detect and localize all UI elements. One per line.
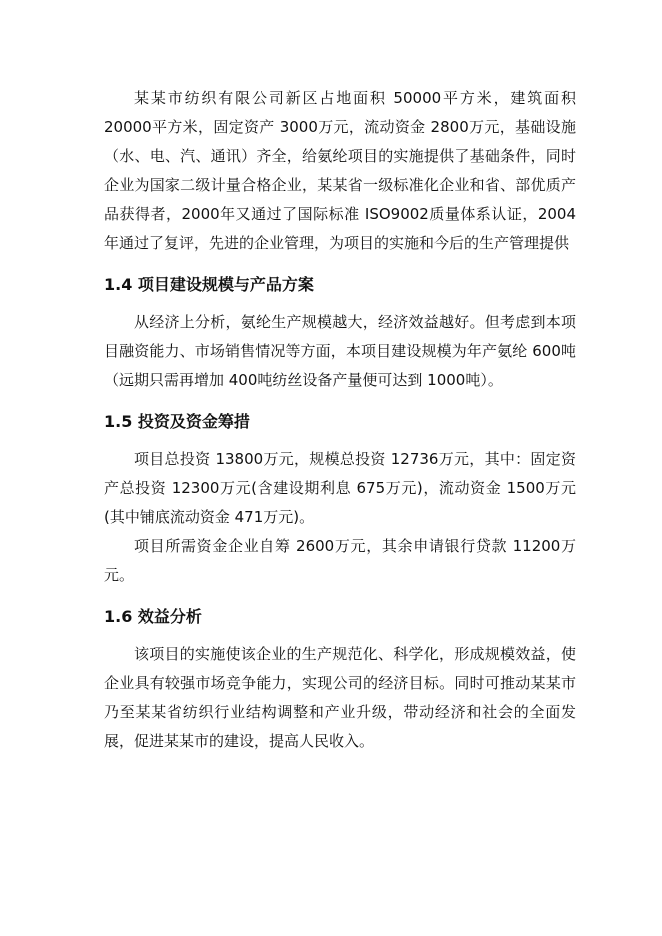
- paragraph-company-overview: 某某市纺织有限公司新区占地面积 50000平方米，建筑面积20000平方米，固定资产 3000万元，流动资金 2800万元，基础设施（水、电、汽、通讯）齐全，给氨纶项目的实施提供了基础条件，同时企业为国家二级计量合格企业，某某省一级标准化企业和省、部优质产品获得者，2000年又通过了国际标准 ISO9002质量体系认证，2004年通过了复评，先进的企业管理，为项目的实施和今后的生产管理提供: [104, 89, 576, 252]
- paragraph-financing: 项目所需资金企业自筹 2600万元，其余申请银行贷款 11200万元。: [104, 537, 576, 584]
- document-page: [104, 84, 576, 756]
- paragraph-benefits: 该项目的实施使该企业的生产规范化、科学化，形成规模效益，使企业具有较强市场竞争能力，实现公司的经济目标。同时可推动某某市乃至某某省纺织行业结构调整和产业升级，带动经济和社会的全面发展，促进某某市的建设，提高人民收入。: [104, 645, 576, 750]
- section-heading-1-5: 1.5 投资及资金筹措: [104, 412, 250, 431]
- paragraph-scale: 从经济上分析，氨纶生产规模越大，经济效益越好。但考虑到本项目融资能力、市场销售情况等方面，本项目建设规模为年产氨纶 600吨（远期只需再增加 400吨纺丝设备产量便可达到 1000吨）。: [104, 313, 576, 389]
- section-heading-1-6: 1.6 效益分析: [104, 607, 202, 626]
- section-heading-1-4: 1.4 项目建设规模与产品方案: [104, 275, 314, 294]
- paragraph-investment: 项目总投资 13800万元，规模总投资 12736万元，其中：固定资产总投资 12300万元(含建设期利息 675万元)，流动资金 1500万元(其中铺底流动资金 471万元)。: [104, 450, 576, 526]
